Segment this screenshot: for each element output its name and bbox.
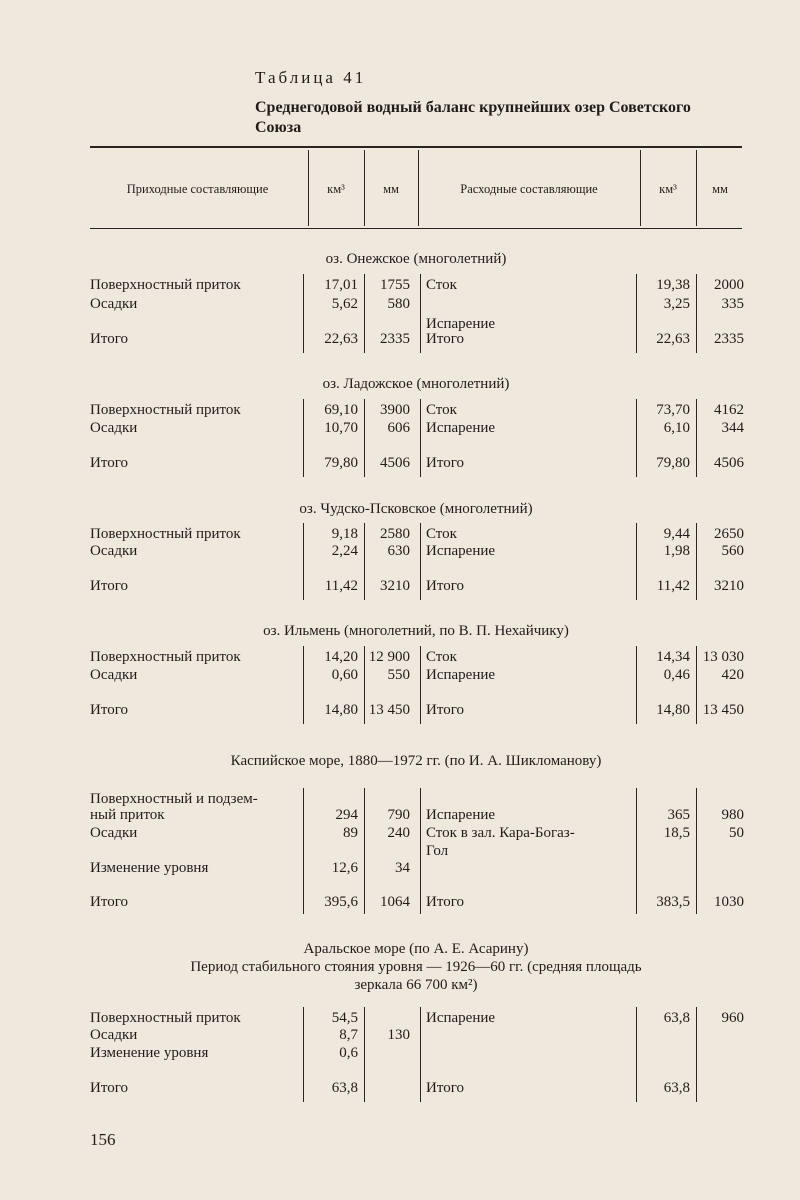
table-cell-out: Испарение (426, 667, 496, 683)
table-cell-out: Испарение (426, 1010, 496, 1026)
table-cell-in: Поверхностный приток (90, 649, 241, 665)
table-cell-out: Итого (426, 331, 464, 347)
table-cell-in: Осадки (90, 543, 138, 559)
table-cell-km: 79,80 (324, 455, 358, 471)
section-title: Аральское море (по А. Е. Асарину) (303, 941, 529, 957)
table-cell-out: Сток (426, 649, 457, 665)
table-cell-mm: 3900 (380, 402, 410, 418)
page-number: 156 (90, 1130, 116, 1149)
table-cell-out: Итого (426, 894, 464, 910)
table-cell-in: Осадки (90, 420, 138, 436)
table-cell-omm: 2335 (714, 331, 744, 347)
table-cell-km: 89 (343, 825, 358, 841)
table-cell-km: 5,62 (331, 296, 358, 312)
table-cell-in: Итого (90, 702, 128, 718)
table-cell-km: 14,20 (324, 649, 358, 665)
column-divider (696, 274, 697, 353)
header-income: Приходные составляющие (126, 182, 269, 196)
table-cell-km: 10,70 (324, 420, 358, 436)
column-divider (696, 399, 697, 477)
table-cell-mm: 240 (387, 825, 410, 841)
column-divider (303, 1007, 304, 1102)
table-cell-in: Поверхностный приток (90, 1010, 241, 1026)
table-cell-omm: 4162 (714, 402, 744, 418)
table-cell-km: 14,80 (324, 702, 358, 718)
table-cell-in: Поверхностный приток (90, 402, 241, 418)
table-cell-okm: 18,5 (663, 825, 690, 841)
table-cell-omm: 560 (721, 543, 744, 559)
table-cell-in: Поверхностный и подзем- (90, 791, 258, 807)
header-divider (640, 150, 641, 226)
table-cell-km: 69,10 (324, 402, 358, 418)
section-title: зеркала 66 700 км²) (354, 977, 478, 993)
section-title: Период стабильного стояния уровня — 1926—60 гг. (средняя площадь (190, 959, 642, 975)
table-cell-out: Гол (426, 843, 449, 859)
table-cell-okm: 3,25 (663, 296, 690, 312)
table-cell-mm: 34 (395, 860, 410, 876)
table-cell-mm: 550 (387, 667, 410, 683)
table-cell-mm: 130 (387, 1027, 410, 1043)
table-cell-in: Осадки (90, 667, 138, 683)
table-cell-mm: 2335 (380, 331, 410, 347)
table-cell-in: Изменение уровня (90, 1045, 209, 1061)
table-cell-omm: 13 450 (702, 702, 744, 718)
column-divider (364, 399, 365, 477)
column-divider (303, 399, 304, 477)
table-cell-okm: 6,10 (663, 420, 690, 436)
table-cell-out: Испарение (426, 543, 496, 559)
table-cell-out: Испарение (426, 420, 496, 436)
table-cell-km: 2,24 (331, 543, 358, 559)
table-cell-out: Итого (426, 578, 464, 594)
table-cell-okm: 73,70 (656, 402, 690, 418)
header-divider (418, 150, 419, 226)
table-cell-omm: 4506 (714, 455, 744, 471)
column-divider (303, 646, 304, 724)
column-divider (696, 788, 697, 914)
table-cell-mm: 13 450 (368, 702, 410, 718)
header-bottom-rule (90, 228, 742, 229)
table-cell-in: Осадки (90, 1027, 138, 1043)
table-cell-out: Итого (426, 702, 464, 718)
column-divider (420, 399, 421, 477)
table-cell-mm: 606 (387, 420, 410, 436)
table-cell-okm: 22,63 (656, 331, 690, 347)
table-number: Таблица 41 (255, 68, 367, 87)
table-cell-okm: 11,42 (656, 578, 690, 594)
column-divider (696, 1007, 697, 1102)
table-cell-omm: 344 (721, 420, 744, 436)
section-title: Каспийское море, 1880—1972 гг. (по И. А. Шикломанову) (230, 753, 602, 769)
table-cell-in: Поверхностный приток (90, 526, 241, 542)
table-cell-mm: 2580 (380, 526, 410, 542)
table-cell-km: 17,01 (324, 277, 358, 293)
table-cell-out: Сток в зал. Кара-Богаз- (426, 825, 575, 841)
table-cell-mm: 580 (387, 296, 410, 312)
table-cell-omm: 1030 (714, 894, 744, 910)
column-divider (364, 646, 365, 724)
table-cell-okm: 383,5 (656, 894, 690, 910)
table-title: Среднегодовой водный баланс крупнейших озер Советского Союза (255, 99, 691, 136)
section-title: оз. Чудско-Псковское (многолетний) (299, 501, 533, 517)
table-cell-okm: 14,80 (656, 702, 690, 718)
table-cell-out: Итого (426, 1080, 464, 1096)
table-cell-omm: 420 (721, 667, 744, 683)
column-divider (420, 788, 421, 914)
column-divider (696, 646, 697, 724)
table-cell-omm: 980 (721, 807, 744, 823)
column-divider (420, 274, 421, 353)
table-cell-in: Итого (90, 331, 128, 347)
header-mm-out: мм (712, 182, 728, 196)
table-cell-omm: 2650 (714, 526, 744, 542)
header-divider (696, 150, 697, 226)
column-divider (364, 1007, 365, 1102)
table-cell-okm: 14,34 (656, 649, 690, 665)
table-cell-out: Испарение (426, 316, 496, 332)
table-cell-km: 0,60 (331, 667, 358, 683)
table-cell-mm: 12 900 (368, 649, 410, 665)
header-top-rule (90, 146, 742, 148)
table-cell-out: Сток (426, 402, 457, 418)
table-cell-mm: 630 (387, 543, 410, 559)
table-cell-in: Итого (90, 894, 128, 910)
table-cell-km: 63,8 (331, 1080, 358, 1096)
table-cell-omm: 2000 (714, 277, 744, 293)
table-cell-okm: 19,38 (656, 277, 690, 293)
header-divider (308, 150, 309, 226)
column-divider (420, 523, 421, 600)
table-cell-mm: 790 (387, 807, 410, 823)
table-cell-okm: 365 (667, 807, 690, 823)
table-cell-km: 54,5 (331, 1010, 358, 1026)
section-title: оз. Онежское (многолетний) (325, 251, 507, 267)
table-cell-omm: 3210 (714, 578, 744, 594)
column-divider (364, 523, 365, 600)
table-cell-out: Итого (426, 455, 464, 471)
table-cell-okm: 79,80 (656, 455, 690, 471)
table-cell-omm: 335 (721, 296, 744, 312)
table-cell-km: 294 (335, 807, 358, 823)
table-cell-okm: 9,44 (663, 526, 690, 542)
column-divider (364, 788, 365, 914)
table-cell-in: Итого (90, 578, 128, 594)
table-cell-okm: 63,8 (663, 1080, 690, 1096)
table-cell-km: 9,18 (331, 526, 358, 542)
table-cell-in: Поверхностный приток (90, 277, 241, 293)
column-divider (420, 1007, 421, 1102)
table-cell-out: Испарение (426, 807, 496, 823)
table-cell-in: Осадки (90, 825, 138, 841)
column-divider (696, 523, 697, 600)
table-cell-in: Итого (90, 1080, 128, 1096)
table-cell-okm: 63,8 (663, 1010, 690, 1026)
table-cell-omm: 13 030 (702, 649, 744, 665)
table-cell-mm: 4506 (380, 455, 410, 471)
column-divider (303, 523, 304, 600)
table-cell-km: 12,6 (331, 860, 358, 876)
header-divider (364, 150, 365, 226)
table-cell-mm: 1064 (380, 894, 410, 910)
table-cell-omm: 960 (721, 1010, 744, 1026)
table-cell-out: Сток (426, 277, 457, 293)
header-mm: мм (383, 182, 399, 196)
section-title: оз. Ильмень (многолетний, по В. П. Нехайчику) (263, 623, 569, 639)
table-cell-mm: 3210 (380, 578, 410, 594)
header-km3-out: км³ (659, 182, 677, 196)
table-cell-in: Осадки (90, 296, 138, 312)
column-divider (303, 274, 304, 353)
column-divider (303, 788, 304, 914)
table-cell-km: 11,42 (324, 578, 358, 594)
column-divider (420, 646, 421, 724)
header-expense: Расходные составляющие (460, 182, 598, 196)
table-cell-mm: 1755 (380, 277, 410, 293)
table-cell-km: 0,6 (339, 1045, 358, 1061)
table-cell-in: Итого (90, 455, 128, 471)
table-cell-km: 8,7 (339, 1027, 358, 1043)
table-cell-km: 395,6 (324, 894, 358, 910)
header-km3: км³ (327, 182, 345, 196)
table-cell-omm: 50 (729, 825, 744, 841)
table-cell-okm: 0,46 (663, 667, 690, 683)
column-divider (364, 274, 365, 353)
table-cell-in: Изменение уровня (90, 860, 209, 876)
table-cell-in: ный приток (90, 807, 165, 823)
section-title: оз. Ладожское (многолетний) (322, 376, 510, 392)
table-cell-out: Сток (426, 526, 457, 542)
table-cell-okm: 1,98 (663, 543, 690, 559)
table-cell-km: 22,63 (324, 331, 358, 347)
